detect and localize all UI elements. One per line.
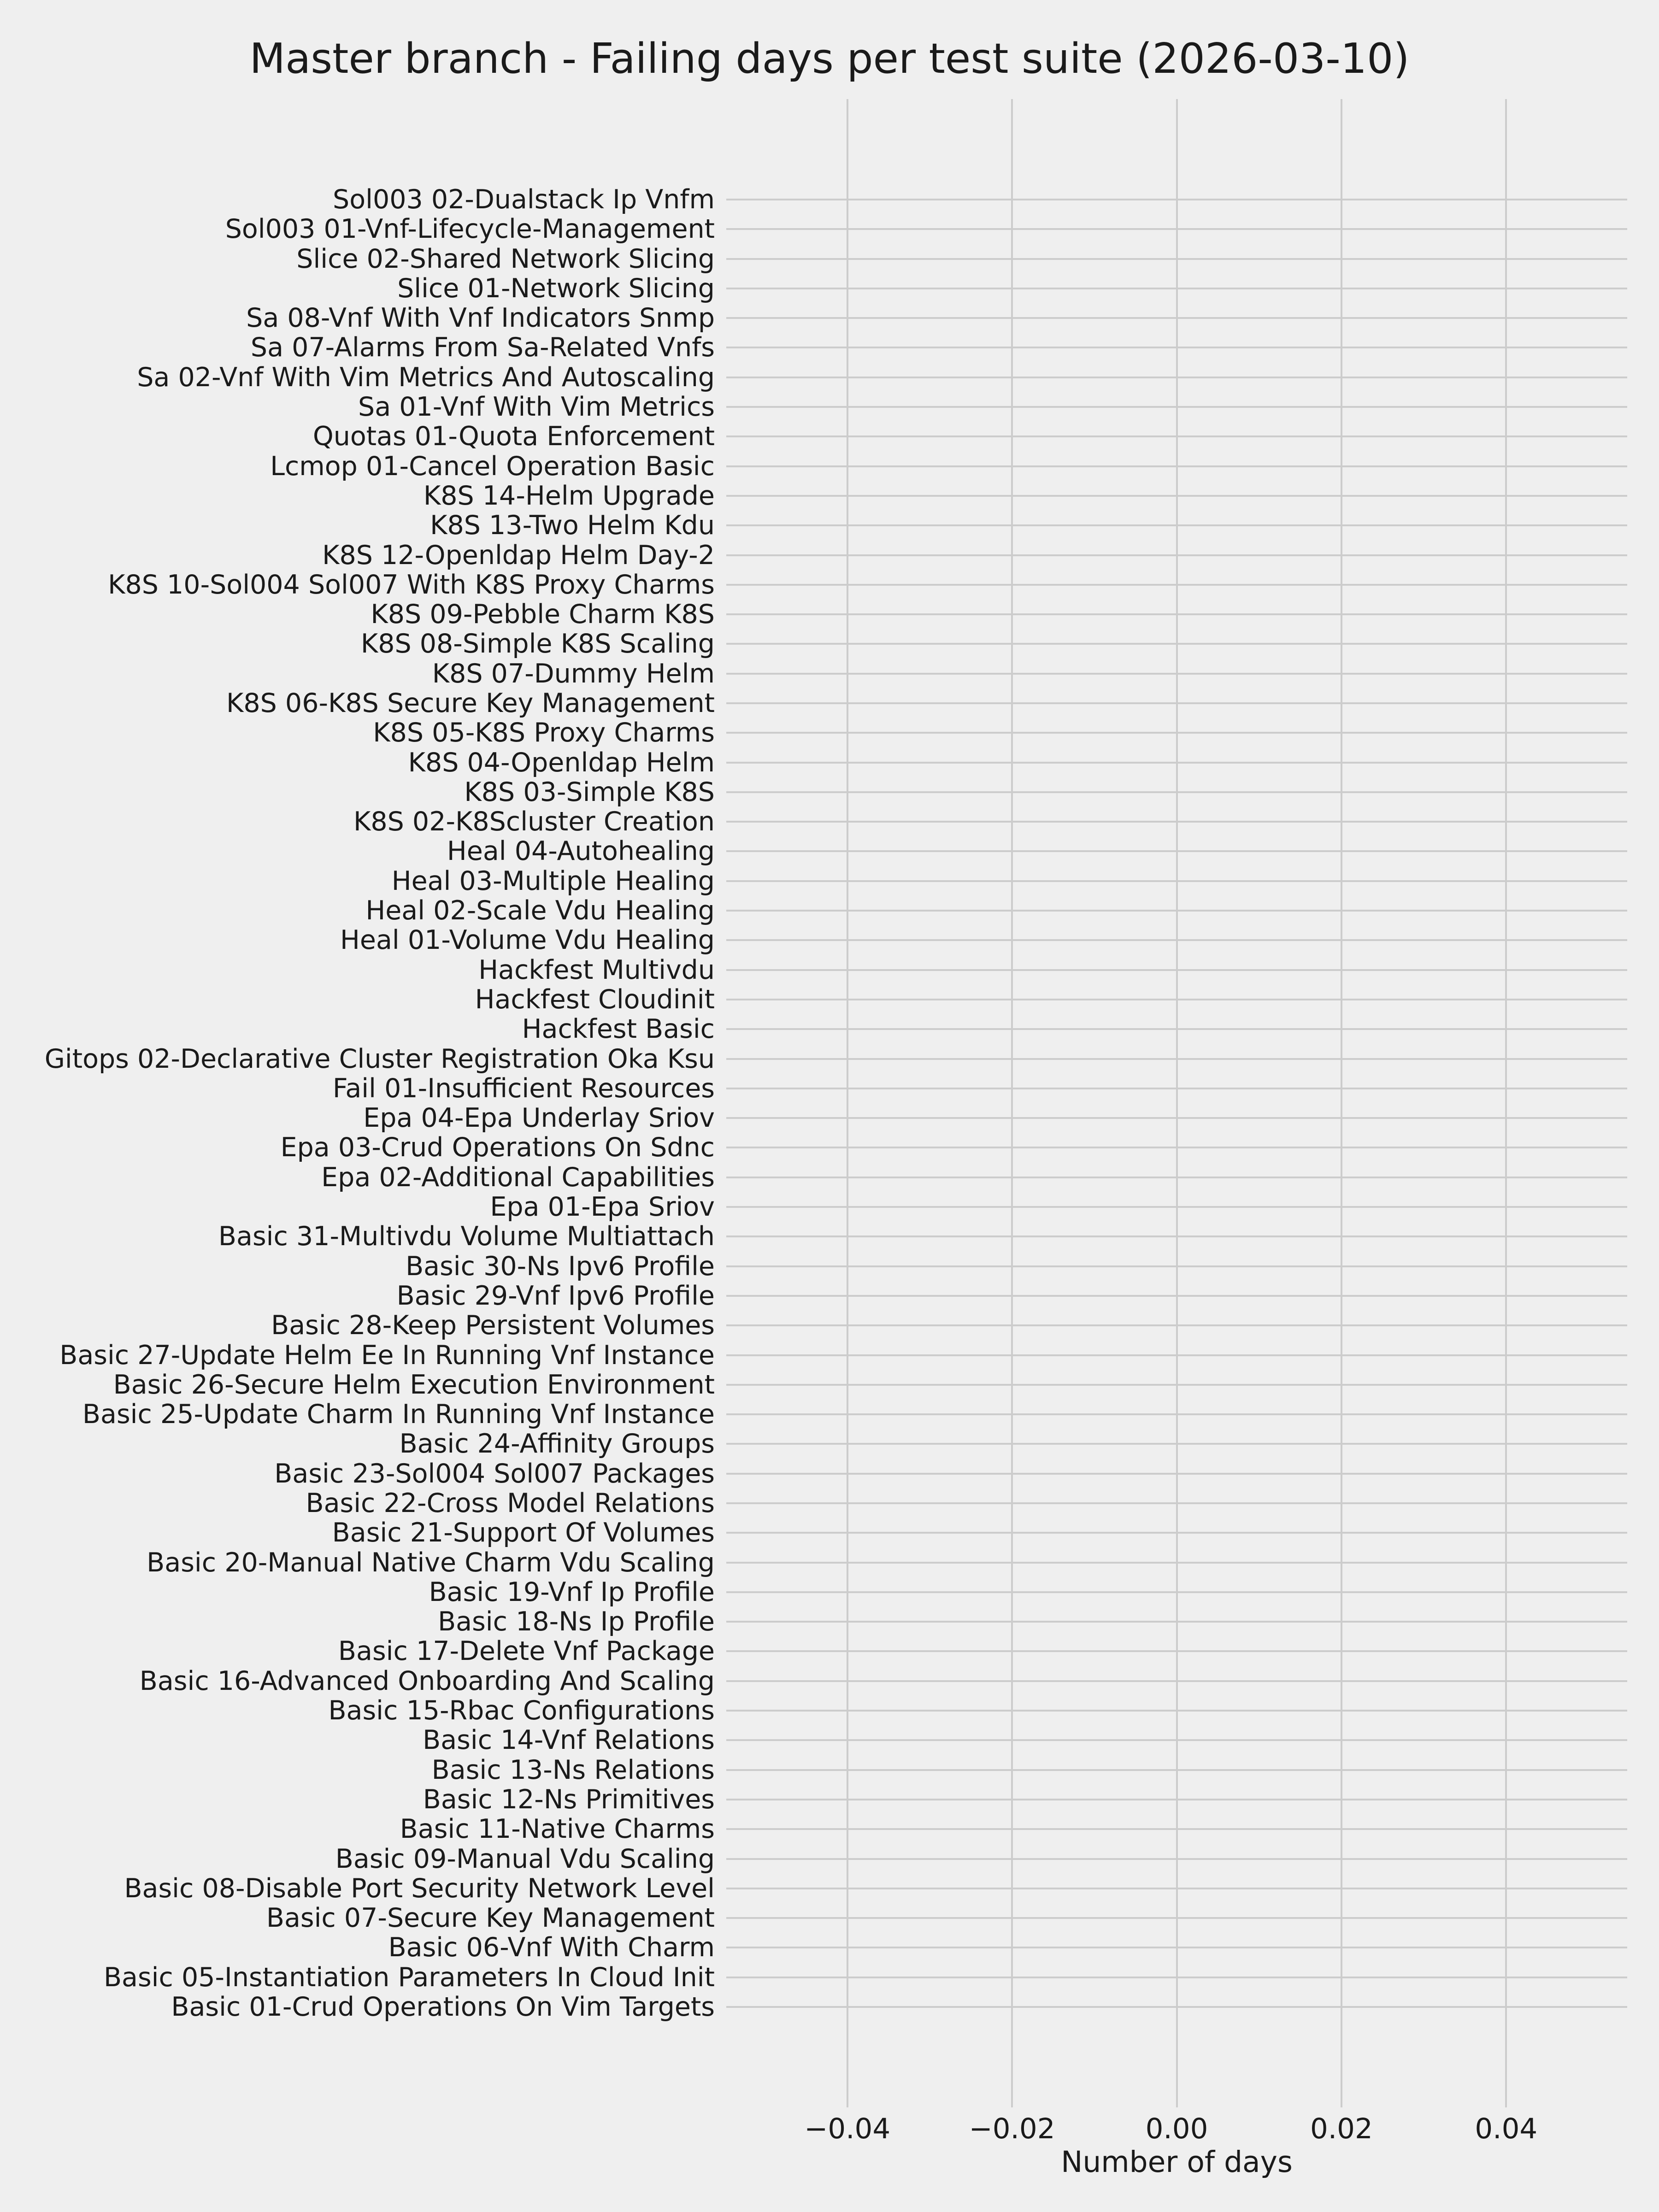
y-tick-label: Basic 01-Crud Operations On Vim Targets — [171, 1992, 715, 2022]
y-tick-label: Heal 04-Autohealing — [447, 836, 715, 867]
y-tick-label: Heal 03-Multiple Healing — [391, 865, 715, 896]
y-tick-label: Basic 09-Manual Vdu Scaling — [335, 1843, 715, 1874]
x-tick-label: 0.04 — [1475, 2112, 1538, 2145]
y-tick-label: K8S 04-Openldap Helm — [408, 747, 715, 778]
y-tick-label: Basic 28-Keep Persistent Volumes — [271, 1310, 715, 1341]
y-tick-label: Basic 17-Delete Vnf Package — [338, 1636, 715, 1667]
y-tick-label: Basic 30-Ns Ipv6 Profile — [406, 1251, 715, 1282]
y-tick-label: Basic 25-Update Charm In Running Vnf Instance — [82, 1399, 715, 1430]
y-tick-label: Basic 27-Update Helm Ee In Running Vnf Instance — [59, 1340, 715, 1371]
y-tick-label: Heal 02-Scale Vdu Healing — [365, 895, 715, 926]
y-tick-label: Basic 31-Multivdu Volume Multiattach — [218, 1221, 715, 1252]
y-tick-label: Basic 21-Support Of Volumes — [332, 1518, 715, 1548]
x-tick-label: −0.04 — [804, 2112, 891, 2145]
y-tick-label: K8S 05-K8S Proxy Charms — [373, 718, 715, 748]
y-tick-label: K8S 12-Openldap Helm Day-2 — [322, 540, 715, 571]
x-tick-label: 0.02 — [1310, 2112, 1373, 2145]
y-tick-label: Sa 01-Vnf With Vim Metrics — [358, 392, 715, 423]
y-tick-label: K8S 02-K8Scluster Creation — [353, 806, 715, 837]
plot-area — [726, 99, 1627, 2107]
y-tick-label: Basic 14-Vnf Relations — [423, 1725, 715, 1756]
v-gridline — [1176, 99, 1178, 2107]
y-tick-label: Basic 23-Sol004 Sol007 Packages — [274, 1458, 715, 1489]
y-tick-label: K8S 03-Simple K8S — [464, 777, 715, 807]
y-tick-label: Basic 06-Vnf With Charm — [388, 1932, 715, 1963]
y-tick-label: Basic 15-Rbac Configurations — [328, 1695, 715, 1726]
y-tick-label: Sa 02-Vnf With Vim Metrics And Autoscaling — [137, 362, 715, 393]
chart-title: Master branch - Failing days per test suite (2026-03-10) — [249, 35, 1410, 83]
y-tick-label: Slice 02-Shared Network Slicing — [296, 243, 715, 274]
y-tick-label: Basic 26-Secure Helm Execution Environment — [113, 1369, 715, 1400]
y-tick-label: Basic 18-Ns Ip Profile — [438, 1606, 715, 1637]
y-tick-label: Basic 19-Vnf Ip Profile — [429, 1577, 715, 1607]
v-gridline — [847, 99, 848, 2107]
y-tick-label: Basic 08-Disable Port Security Network Level — [124, 1873, 715, 1904]
y-tick-label: K8S 13-Two Helm Kdu — [430, 510, 715, 541]
y-tick-label: Heal 01-Volume Vdu Healing — [340, 925, 715, 956]
y-tick-label: Basic 22-Cross Model Relations — [306, 1488, 715, 1518]
y-tick-label: Basic 24-Affinity Groups — [399, 1429, 715, 1459]
y-tick-label: Quotas 01-Quota Enforcement — [312, 421, 715, 452]
y-tick-label: Basic 12-Ns Primitives — [423, 1784, 715, 1815]
y-tick-label: K8S 09-Pebble Charm K8S — [371, 599, 715, 630]
v-gridline — [1505, 99, 1507, 2107]
y-tick-label: Basic 13-Ns Relations — [431, 1754, 715, 1785]
y-tick-label: Epa 01-Epa Sriov — [490, 1192, 715, 1223]
v-gridline — [1341, 99, 1342, 2107]
y-tick-label: Epa 03-Crud Operations On Sdnc — [280, 1132, 715, 1163]
y-tick-label: Basic 07-Secure Key Management — [266, 1903, 715, 1934]
y-tick-label: Basic 05-Instantiation Parameters In Cloud Init — [103, 1962, 715, 1993]
y-tick-label: Basic 29-Vnf Ipv6 Profile — [396, 1280, 715, 1311]
y-tick-label: Hackfest Cloudinit — [475, 984, 715, 1015]
x-tick-label: −0.02 — [969, 2112, 1055, 2145]
y-tick-label: K8S 07-Dummy Helm — [432, 658, 715, 689]
y-tick-label: Epa 04-Epa Underlay Sriov — [363, 1103, 715, 1134]
y-tick-label: Hackfest Basic — [522, 1014, 715, 1045]
y-tick-label: K8S 06-K8S Secure Key Management — [226, 688, 715, 719]
x-tick-label: 0.00 — [1145, 2112, 1208, 2145]
y-tick-label: Sa 07-Alarms From Sa-Related Vnfs — [250, 332, 715, 363]
y-tick-label: Epa 02-Additional Capabilities — [321, 1162, 715, 1193]
x-axis-label: Number of days — [1061, 2145, 1293, 2179]
y-tick-label: Sol003 02-Dualstack Ip Vnfm — [333, 184, 715, 215]
y-tick-label: Slice 01-Network Slicing — [397, 273, 715, 304]
y-tick-label: Sa 08-Vnf With Vnf Indicators Snmp — [246, 303, 715, 334]
y-tick-label: Basic 16-Advanced Onboarding And Scaling — [139, 1665, 715, 1696]
y-tick-label: Sol003 01-Vnf-Lifecycle-Management — [225, 214, 715, 245]
y-tick-label: Lcmop 01-Cancel Operation Basic — [270, 451, 715, 482]
y-tick-label: K8S 14-Helm Upgrade — [423, 480, 715, 511]
y-tick-label: K8S 10-Sol004 Sol007 With K8S Proxy Charms — [108, 569, 715, 600]
y-tick-label: Gitops 02-Declarative Cluster Registration Oka Ksu — [44, 1043, 715, 1074]
y-tick-label: Basic 20-Manual Native Charm Vdu Scaling — [147, 1547, 715, 1578]
y-tick-label: K8S 08-Simple K8S Scaling — [360, 629, 715, 659]
y-tick-label: Basic 11-Native Charms — [400, 1814, 715, 1845]
y-tick-label: Hackfest Multivdu — [478, 954, 715, 985]
y-tick-label: Fail 01-Insufficient Resources — [332, 1073, 715, 1104]
v-gridline — [1011, 99, 1013, 2107]
